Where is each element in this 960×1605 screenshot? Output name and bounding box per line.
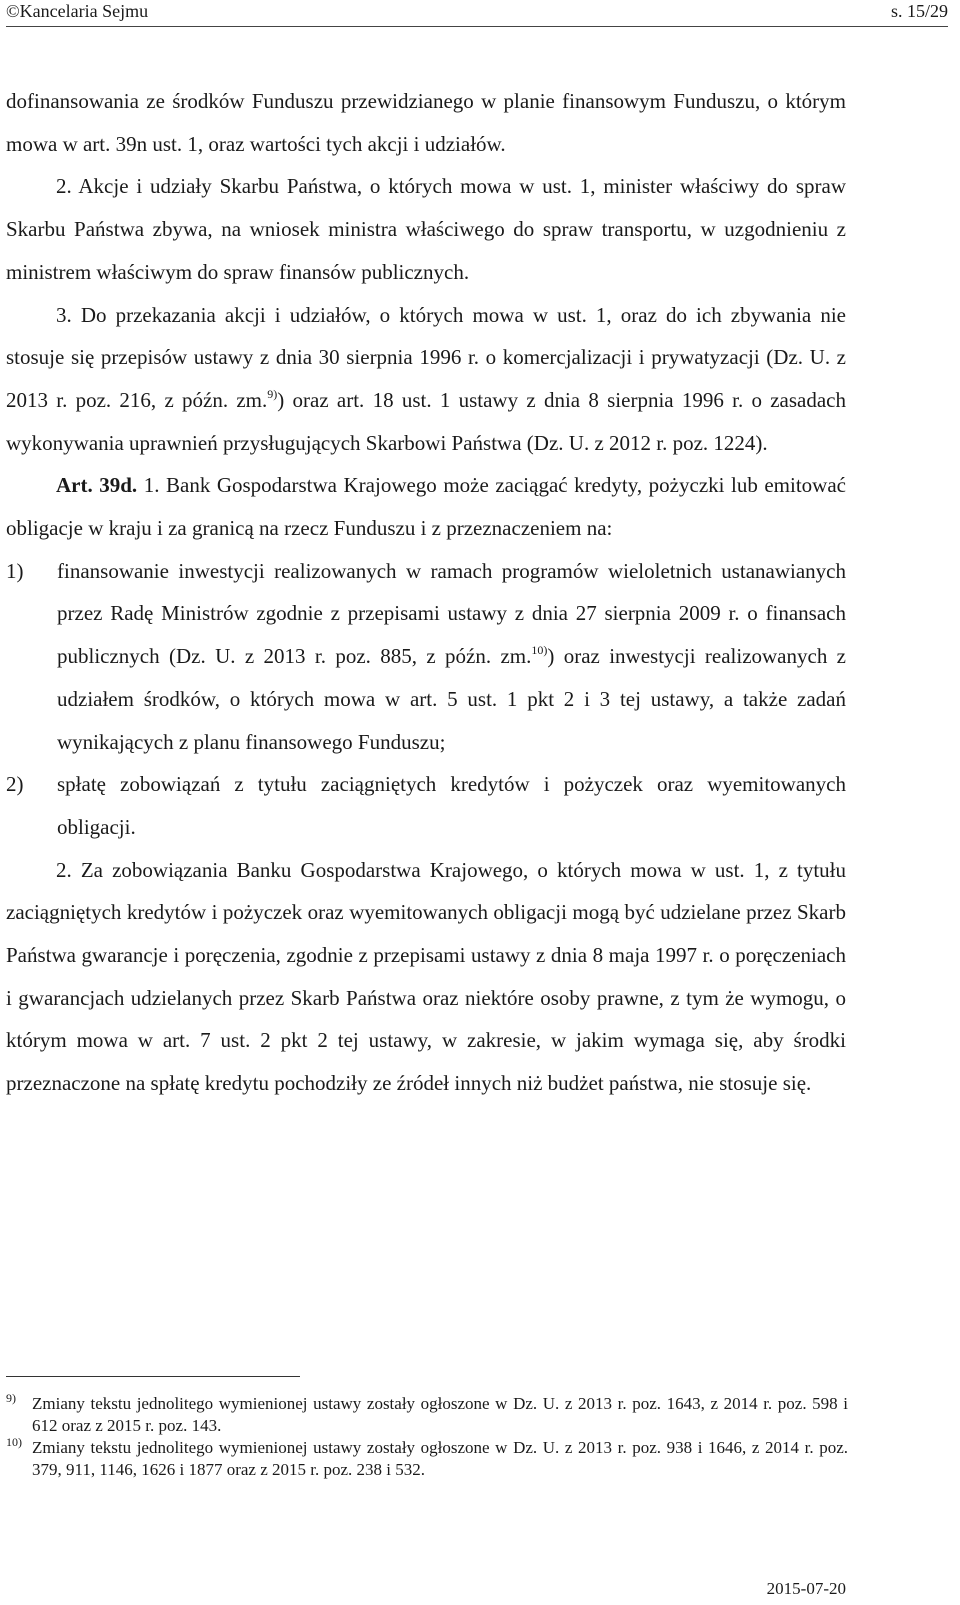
footnote-text: Zmiany tekstu jednolitego wymienionej ustawy zostały ogłoszone w Dz. U. z 2013 r. poz. 938 i 1646, z 2014 r. poz. 379, 911, 1146, 1626 i 1877 oraz z 2015 r. poz. 238 i 532. <box>32 1438 848 1479</box>
paragraph-2: 2. Akcje i udziały Skarbu Państwa, o których mowa w ust. 1, minister właściwy do spraw Skarbu Państwa zbywa, na wniosek ministra właściwego do spraw transportu, w uzgodnieniu z ministrem właściwym do spraw finansów publicznych. <box>6 174 846 284</box>
document-body <box>6 80 846 1105</box>
footnote-number: 9) <box>6 1391 16 1405</box>
paragraph-3-text-a: 3. Do przekazania akcji i udziałów, o których mowa w ust. 1, oraz do ich zbywania nie stosuje się przepisów ustawy z dnia 30 sierpnia 1996 r. o komercjalizacji i prywatyzacji (Dz. U. z 2013 r. poz. 216, z późn. zm. <box>6 302 846 412</box>
footnote-9 <box>6 1393 848 1437</box>
list-item-2 <box>6 763 846 848</box>
list-item-1 <box>6 550 846 764</box>
article-39d-paragraph-1 <box>6 464 846 549</box>
header-source: ©Kancelaria Sejmu <box>6 1 149 21</box>
footnote-number: 10) <box>6 1435 22 1449</box>
list-item-number: 2) <box>6 772 24 797</box>
list-item-text: spłatę zobowiązań z tytułu zaciągniętych kredytów i pożyczek oraz wyemitowanych obligacji. <box>57 772 846 839</box>
article-heading: Art. 39d. <box>56 473 138 498</box>
article-39d-paragraph-2: 2. Za zobowiązania Banku Gospodarstwa Krajowego, o których mowa w ust. 1, z tytułu zaciągniętych kredytów i pożyczek oraz wyemitowanych obligacji mogą być udzielane przez Skarb Państwa gwarancje i poręczenia, zgodnie z przepisami ustawy z dnia 8 maja 1997 r. o poręczeniach i gwarancjach udzielanych przez Skarb Państwa oraz niektóre osoby prawne, z tym że wymogu, o którym mowa w art. 7 ust. 2 pkt 2 tej ustawy, w zakresie, w jakim wymaga się, aby środki przeznaczone na spłatę kredytu pochodziły ze źródeł innych niż budżet państwa, nie stosuje się. <box>6 857 846 1096</box>
document-date: 2015-07-20 <box>766 1579 846 1598</box>
list-item-text-a: finansowanie inwestycji realizowanych w ramach programów wieloletnich ustanawianych przez Radę Ministrów zgodnie z przepisami ustawy z dnia 27 sierpnia 2009 r. o finansach publicznych (Dz. U. z 2013 r. poz. 885, z późn. zm. <box>57 558 846 669</box>
paragraph-3 <box>6 294 846 465</box>
footnote-ref-10[interactable]: 10) <box>531 643 548 658</box>
page-header <box>6 0 948 27</box>
list-item-number: 1) <box>6 558 24 583</box>
list-item-text-b: ) oraz inwestycji realizowanych z udziałem środków, o których mowa w art. 5 ust. 1 pkt 2 i 3 tej ustawy, a także zadań wynikających z planu finansowego Funduszu; <box>57 644 846 754</box>
footnote-ref-9[interactable]: 9) <box>267 386 278 401</box>
footnote-separator <box>6 1376 300 1377</box>
paragraph-continuation: dofinansowania ze środków Funduszu przewidzianego w planie finansowym Funduszu, o którym mowa w art. 39n ust. 1, oraz wartości tych akcji i udziałów. <box>6 89 846 156</box>
footnote-10 <box>6 1437 848 1481</box>
paragraph-3-text-b: ) oraz art. 18 ust. 1 ustawy z dnia 8 sierpnia 1996 r. o zasadach wykonywania uprawnień przysługujących Skarbowi Państwa (Dz. U. z 2012 r. poz. 1224). <box>6 387 846 455</box>
article-39d-text: 1. Bank Gospodarstwa Krajowego może zaciągać kredyty, pożyczki lub emitować obligacje w kraju i za granicą na rzecz Funduszu i z przeznaczeniem na: <box>6 473 846 541</box>
footnotes <box>6 1393 848 1481</box>
footnote-text: Zmiany tekstu jednolitego wymienionej ustawy zostały ogłoszone w Dz. U. z 2013 r. poz. 1643, z 2014 r. poz. 598 i 612 oraz z 2015 r. poz. 143. <box>32 1394 848 1435</box>
page-number: s. 15/29 <box>890 1 948 21</box>
